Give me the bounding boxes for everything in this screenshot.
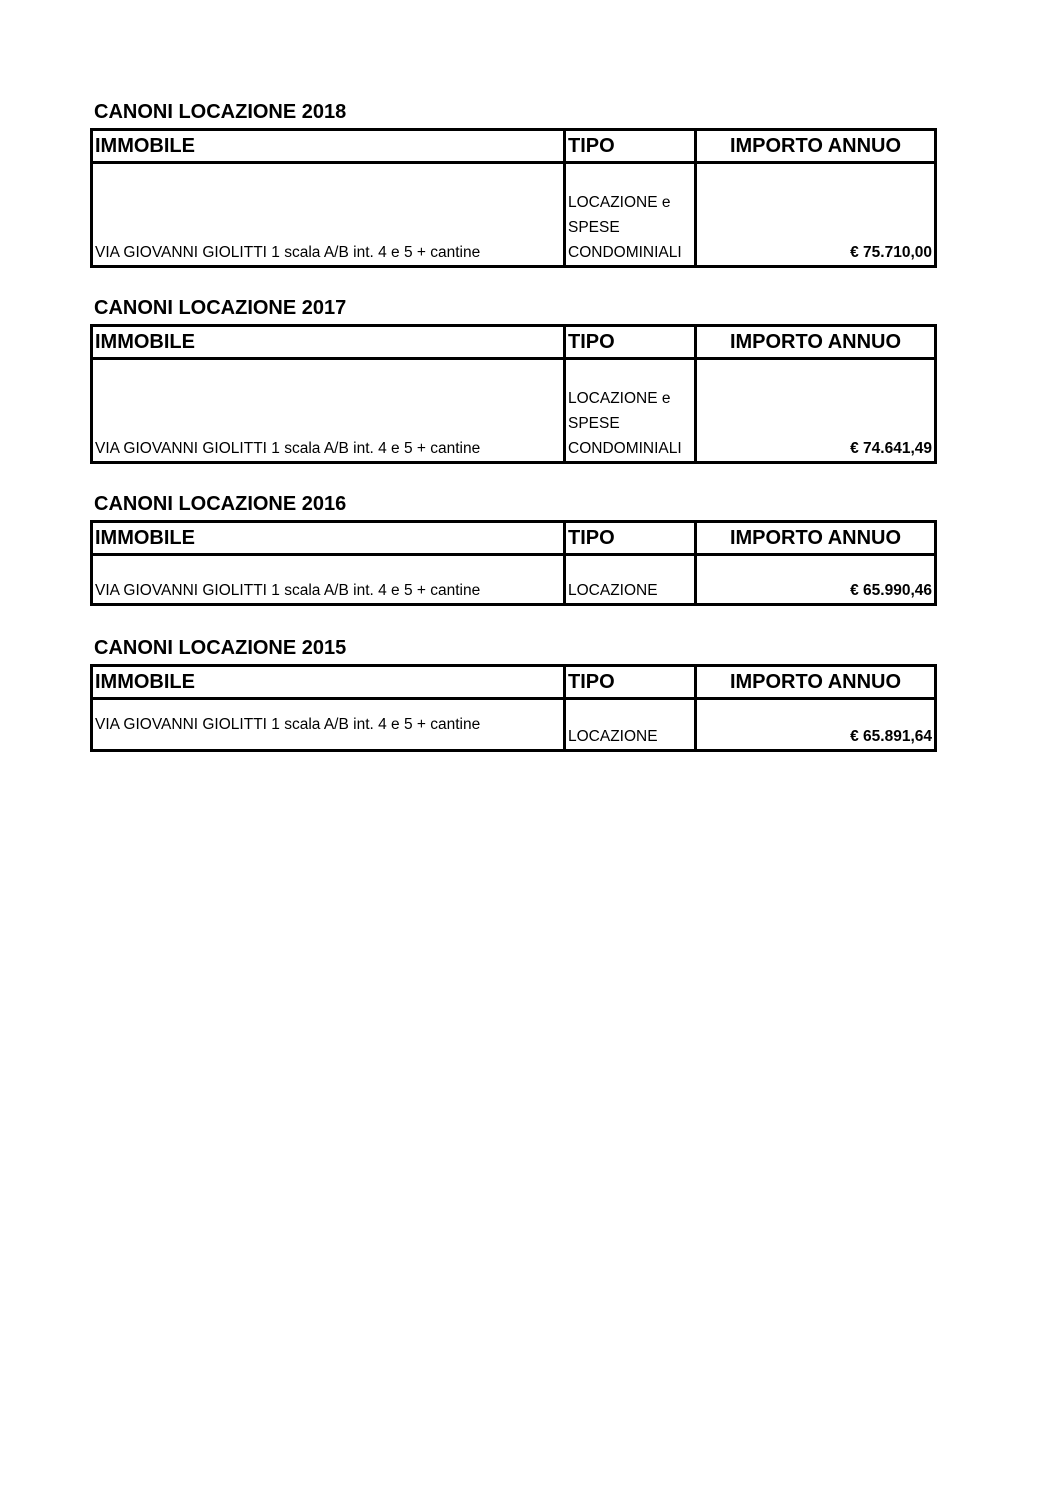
tipo-line: LOCAZIONE e	[568, 194, 671, 211]
table-row	[92, 699, 936, 751]
rent-table	[90, 520, 937, 606]
tipo-line: LOCAZIONE	[568, 582, 658, 599]
table-header-row	[92, 130, 936, 163]
rent-table	[90, 664, 937, 752]
header-immobile: IMMOBILE	[92, 522, 565, 555]
tipo-line: LOCAZIONE	[568, 728, 658, 745]
section-title: CANONI LOCAZIONE 2017	[94, 297, 347, 319]
immobile-cell: VIA GIOVANNI GIOLITTI 1 scala A/B int. 4 e 5 + cantine	[92, 359, 565, 463]
importo-cell: € 65.891,64	[696, 699, 936, 751]
table-row	[92, 359, 936, 463]
section-title: CANONI LOCAZIONE 2016	[94, 493, 347, 515]
tipo-cell	[565, 163, 696, 267]
tipo-cell	[565, 555, 696, 605]
header-importo: IMPORTO ANNUO	[696, 666, 936, 699]
immobile-cell: VIA GIOVANNI GIOLITTI 1 scala A/B int. 4 e 5 + cantine	[92, 555, 565, 605]
table-header-row	[92, 666, 936, 699]
table-row	[92, 555, 936, 605]
importo-cell: € 75.710,00	[696, 163, 936, 267]
tipo-cell	[565, 699, 696, 751]
table-header-row	[92, 522, 936, 555]
header-immobile: IMMOBILE	[92, 326, 565, 359]
header-tipo: TIPO	[565, 326, 696, 359]
header-importo: IMPORTO ANNUO	[696, 326, 936, 359]
immobile-cell: VIA GIOVANNI GIOLITTI 1 scala A/B int. 4 e 5 + cantine	[92, 699, 565, 751]
tipo-line: LOCAZIONE e	[568, 390, 671, 407]
section-title: CANONI LOCAZIONE 2015	[94, 637, 347, 659]
header-importo: IMPORTO ANNUO	[696, 522, 936, 555]
header-tipo: TIPO	[565, 130, 696, 163]
rent-table	[90, 324, 937, 464]
tipo-line: CONDOMINIALI	[568, 440, 682, 457]
section-title: CANONI LOCAZIONE 2018	[94, 101, 347, 123]
rent-table	[90, 128, 937, 268]
tipo-line: SPESE	[568, 219, 620, 236]
header-importo: IMPORTO ANNUO	[696, 130, 936, 163]
header-tipo: TIPO	[565, 522, 696, 555]
table-header-row	[92, 326, 936, 359]
header-immobile: IMMOBILE	[92, 130, 565, 163]
importo-cell: € 65.990,46	[696, 555, 936, 605]
tipo-line: SPESE	[568, 415, 620, 432]
header-tipo: TIPO	[565, 666, 696, 699]
table-row	[92, 163, 936, 267]
immobile-cell: VIA GIOVANNI GIOLITTI 1 scala A/B int. 4 e 5 + cantine	[92, 163, 565, 267]
importo-cell: € 74.641,49	[696, 359, 936, 463]
tipo-cell	[565, 359, 696, 463]
tipo-line: CONDOMINIALI	[568, 244, 682, 261]
header-immobile: IMMOBILE	[92, 666, 565, 699]
